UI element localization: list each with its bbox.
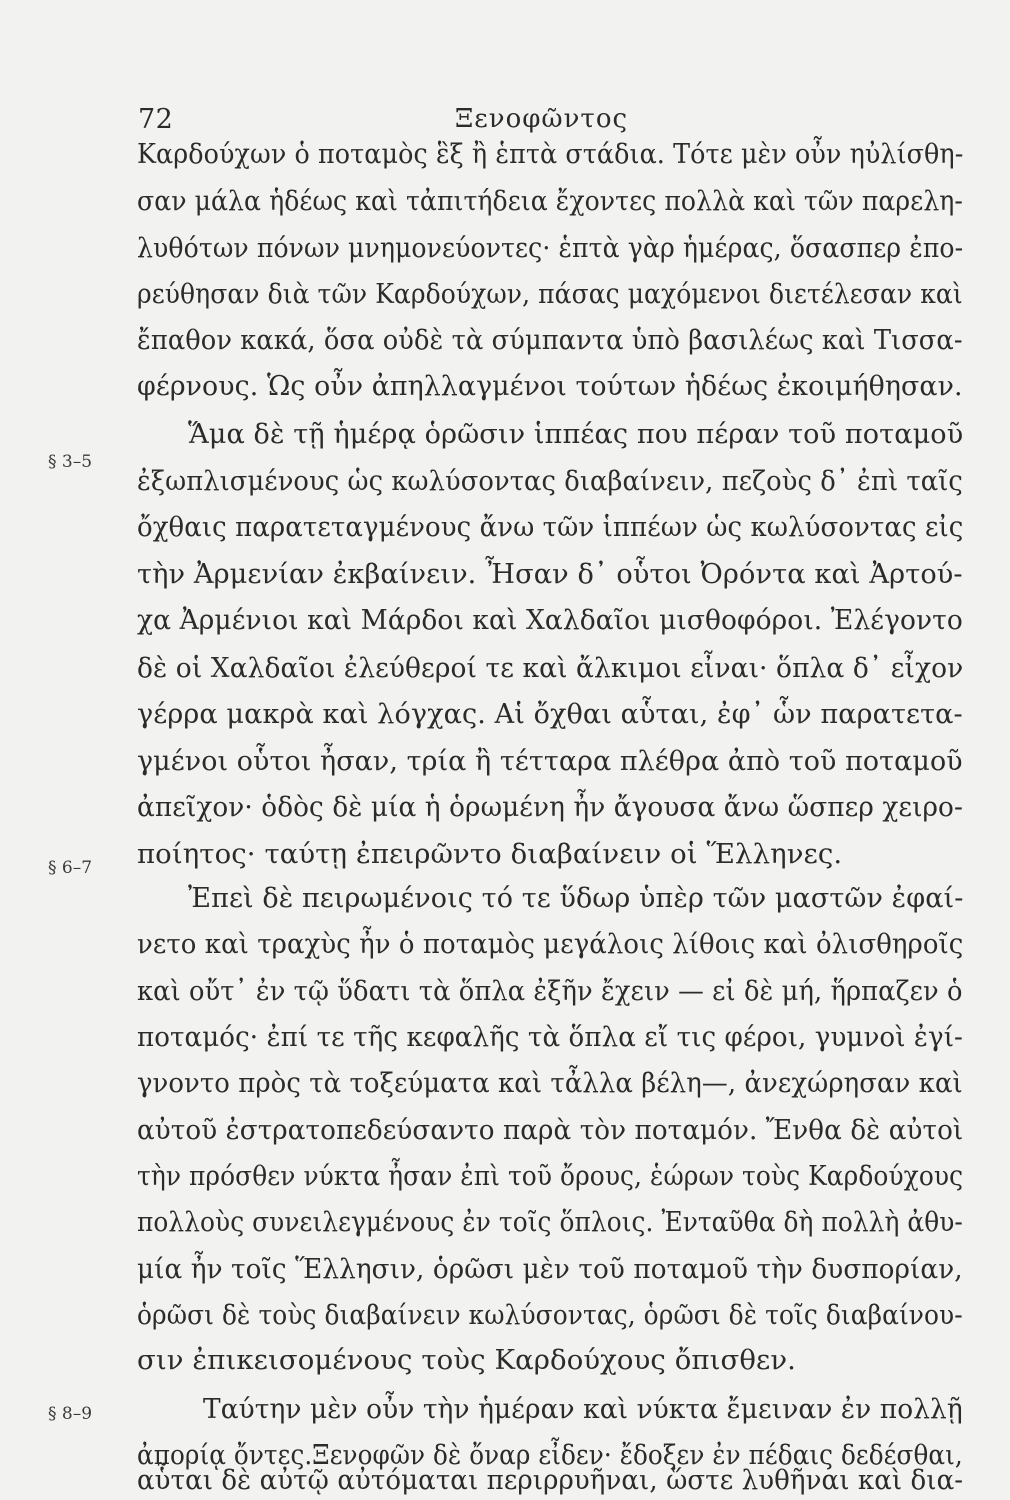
text-line: αὗται δὲ αὐτῷ αὐτόμαται περιρρυῆναι, ὥστε λυθῆναι καὶ δια- [137, 1464, 964, 1496]
text-line: ἔπαθον κακά, ὅσα οὐδὲ τὰ σύμπαντα ὑπὸ βασιλέως καὶ Τισσα- [137, 324, 963, 356]
text-line: τὴν Ἀρμενίαν ἐκβαίνειν. Ἦσαν δ᾽ οὗτοι Ὀρόντα καὶ Ἀρτού- [137, 558, 963, 590]
text-line: πολλοὺς συνειλεγμένους ἐν τοῖς ὅπλοις. Ἐνταῦθα δὴ πολλὴ ἀθυ- [137, 1206, 963, 1238]
text-line: γέρρα μακρὰ καὶ λόγχας. Αἱ ὄχθαι αὗται, ἐφ᾽ ὧν παρατετα- [137, 698, 963, 730]
text-line: σιν ἐπικεισομένους τοὺς Καρδούχους ὄπισθεν. [137, 1344, 796, 1376]
running-head: Ξενοφῶντος [455, 104, 629, 134]
text-line: Ἅμα δὲ τῇ ἡμέρᾳ ὁρῶσιν ἱππέας που πέραν τοῦ ποταμοῦ [188, 418, 964, 450]
text-line: φέρνους. Ὡς οὖν ἀπηλλαγμένοι τούτων ἡδέως ἐκοιμήθησαν. [137, 370, 963, 402]
text-line: ἀπεῖχον· ὁδὸς δὲ μία ἡ ὁρωμένη ἦν ἄγουσα ἄνω ὥσπερ χειρο- [137, 791, 963, 823]
text-line: λυθότων πόνων μνημονεύοντες· ἑπτὰ γὰρ ἡμέρας, ὅσασπερ ἐπο- [137, 232, 964, 264]
text-line: Καρδούχων ὁ ποταμὸς ἓξ ἢ ἑπτὰ στάδια. Τότε μὲν οὖν ηὐλίσθη- [137, 138, 964, 170]
text-line: ἐξωπλισμένους ὡς κωλύσοντας διαβαίνειν, πεζοὺς δ᾽ ἐπὶ ταῖς [137, 465, 963, 497]
text-line: γνοντο πρὸς τὰ τοξεύματα καὶ τἆλλα βέλη—, ἀνεχώρησαν καὶ [137, 1067, 963, 1099]
text-line: δὲ οἱ Χαλδαῖοι ἐλεύθεροί τε καὶ ἄλκιμοι εἶναι· ὅπλα δ᾽ εἶχον [137, 652, 964, 684]
text-line: ὄχθαις παρατεταγμένους ἄνω τῶν ἱππέων ὡς κωλύσοντας εἰς [137, 511, 964, 543]
page-header [0, 100, 1010, 140]
text-line: τὴν πρόσθεν νύκτα ἦσαν ἐπὶ τοῦ ὄρους, ἑώρων τοὺς Καρδούχους [137, 1160, 964, 1192]
text-line: καὶ οὔτ᾽ ἐν τῷ ὕδατι τὰ ὅπλα ἐξῆν ἔχειν — εἰ δὲ μή, ἥρπαζεν ὁ [137, 975, 963, 1007]
text-line: ὁρῶσι δὲ τοὺς διαβαίνειν κωλύσοντας, ὁρῶσι δὲ τοῖς διαβαίνου- [137, 1299, 963, 1331]
text-line: ρεύθησαν διὰ τῶν Καρδούχων, πάσας μαχόμενοι διετέλεσαν καὶ [137, 278, 963, 310]
text-line: σαν μάλα ἡδέως καὶ τἀπιτήδεια ἔχοντες πολλὰ καὶ τῶν παρελη- [137, 185, 963, 217]
text-line: νετο καὶ τραχὺς ἦν ὁ ποταμὸς μεγάλοις λίθοις καὶ ὀλισθηροῖς [137, 928, 964, 960]
text-line: ποίητος· ταύτῃ ἐπειρῶντο διαβαίνειν οἱ Ἕλληνες. [137, 838, 843, 870]
text-line: ποταμός· ἐπί τε τῆς κεφαλῆς τὰ ὅπλα εἴ τις φέροι, γυμνοὶ ἐγί- [137, 1021, 963, 1053]
text-line: Ἐπεὶ δὲ πειρωμένοις τό τε ὕδωρ ὑπὲρ τῶν μαστῶν ἐφαί- [188, 882, 964, 914]
text-line: γμένοι οὗτοι ἦσαν, τρία ἢ τέτταρα πλέθρα ἀπὸ τοῦ ποταμοῦ [137, 745, 963, 777]
section-marker: § 3–5 [48, 452, 93, 472]
text-line: μία ἦν τοῖς Ἕλλησιν, ὁρῶσι μὲν τοῦ ποταμοῦ τὴν δυσπορίαν, [137, 1253, 963, 1285]
section-marker: § 8–9 [48, 1404, 93, 1424]
section-marker: § 6–7 [48, 858, 93, 878]
text-line: ἀπορίᾳ ὄντες.Ξενοφῶν δὲ ὄναρ εἶδεν· ἔδοξεν ἐν πέδαις δεδέσθαι, [137, 1439, 963, 1471]
text-line: χα Ἀρμένιοι καὶ Μάρδοι καὶ Χαλδαῖοι μισθοφόροι. Ἐλέγοντο [137, 604, 963, 636]
text-line: αὐτοῦ ἐστρατοπεδεύσαντο παρὰ τὸν ποταμόν. Ἔνθα δὲ αὐτοὶ [137, 1114, 964, 1146]
text-line: Ταύτην μὲν οὖν τὴν ἡμέραν καὶ νύκτα ἔμειναν ἐν πολλῇ [203, 1393, 963, 1425]
page-number: 72 [138, 104, 174, 135]
